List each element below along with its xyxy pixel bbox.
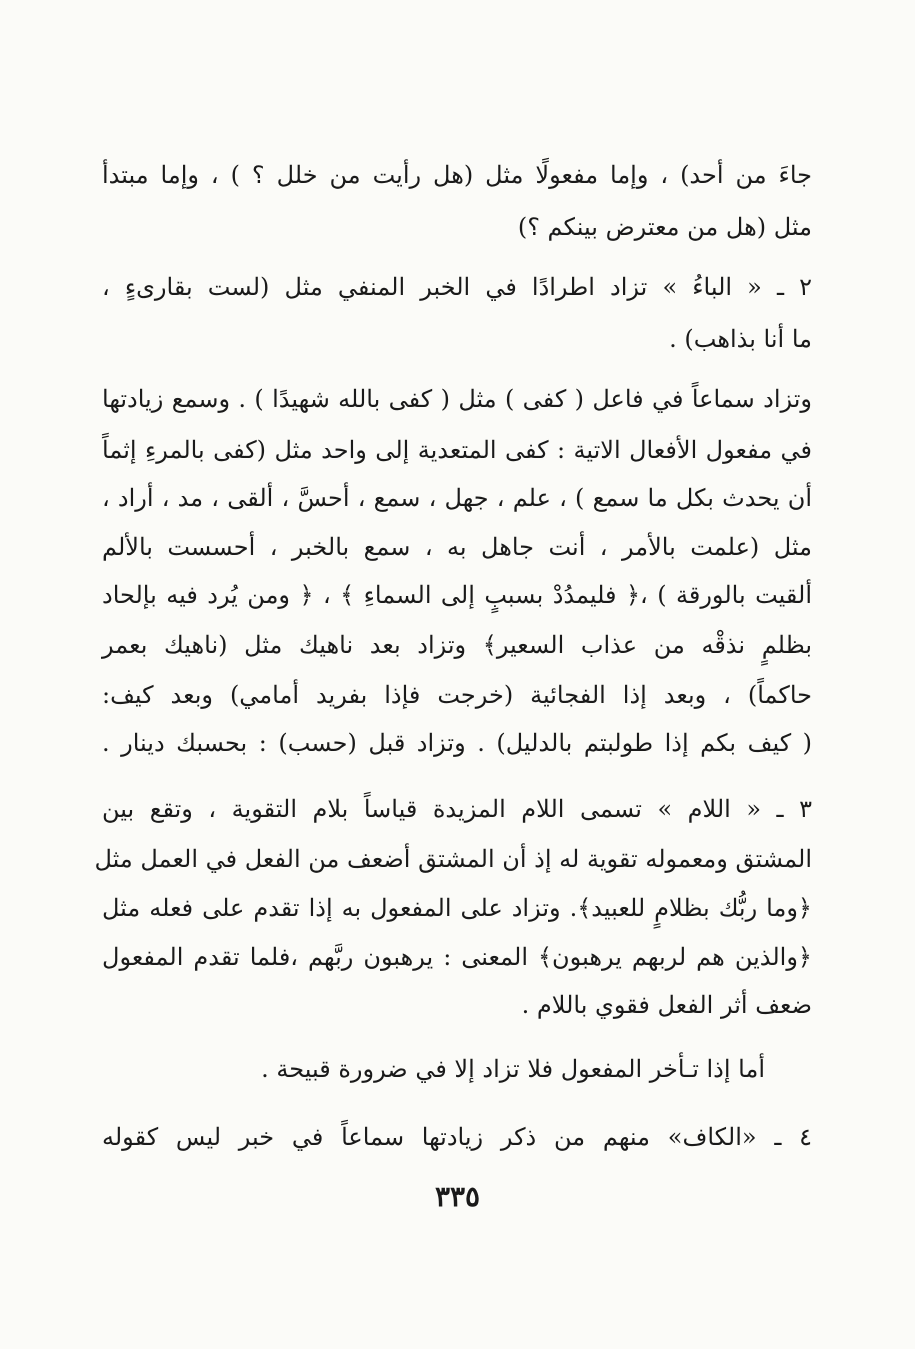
- text-line: ضعف أثر الفعل فقوي باللام .: [521, 991, 812, 1019]
- text-line: ٣ ـ « اللام » تسمى اللام المزيدة قياساً بلام التقوية ، وتقع بين: [102, 795, 812, 823]
- text-line: المشتق ومعموله تقوية له إذ أن المشتق أضعف من الفعل في العمل مثل: [94, 845, 812, 873]
- text-line: جاءَ من أحد) ، وإما مفعولًا مثل (هل رأيت من خلل ؟ ) ، وإما مبتدأ: [102, 161, 812, 189]
- text-line: ﴿والذين هم لربهم يرهبون﴾ المعنى : يرهبون ربَّهم ،فلما تقدم المفعول: [102, 943, 812, 971]
- page-number: ٣٣٥: [434, 1180, 481, 1213]
- text-line: في مفعول الأفعال الاتية : كفى المتعدية إلى واحد مثل (كفى بالمرءِ إثماً: [102, 436, 812, 464]
- text-line: ٢ ـ « الباءُ » تزاد اطرادًا في الخبر المنفي مثل (لست بقارىءٍ ،: [102, 273, 812, 301]
- text-line: أما إذا تـأخر المفعول فلا تزاد إلا في ضرورة قبيحة .: [261, 1055, 765, 1083]
- text-line: حاكماً) ، وبعد إذا الفجائية (خرجت فإذا بفريد أمامي) وبعد كيف:: [102, 681, 812, 709]
- text-line: بظلمٍ نذقْه من عذاب السعير﴾ وتزاد بعد ناهيك مثل (ناهيك بعمر: [102, 631, 812, 659]
- text-line: مثل (علمت بالأمر ، أنت جاهل به ، سمع بالخبر ، أحسست بالألم: [102, 533, 812, 561]
- text-line: ألقيت بالورقة ) ،﴿ فليمدُدْ بسببٍ إلى السماءِ ﴾ ، ﴿ ومن يُرد فيه بإلحاد: [102, 581, 812, 609]
- text-line: ( كيف بكم إذا طولبتم بالدليل) . وتزاد قبل (حسب) : بحسبك دينار .: [102, 729, 812, 757]
- text-line: أن يحدث بكل ما سمع ) ، علم ، جهل ، سمع ، أحسَّ ، ألقى ، مد ، أراد ،: [102, 484, 812, 512]
- text-line: ما أنا بذاهب) .: [669, 325, 812, 353]
- text-line: ٤ ـ «الكاف» منهم من ذكر زيادتها سماعاً في خبر ليس كقوله: [102, 1123, 812, 1151]
- text-line: ﴿وما ربُّك بظلامٍ للعبيد﴾. وتزاد على المفعول به إذا تقدم على فعله مثل: [102, 894, 812, 922]
- text-line: مثل (هل من معترض بينكم ؟): [517, 213, 812, 241]
- text-line: وتزاد سماعاً في فاعل ( كفى ) مثل ( كفى بالله شهيدًا ) . وسمع زيادتها: [102, 385, 812, 413]
